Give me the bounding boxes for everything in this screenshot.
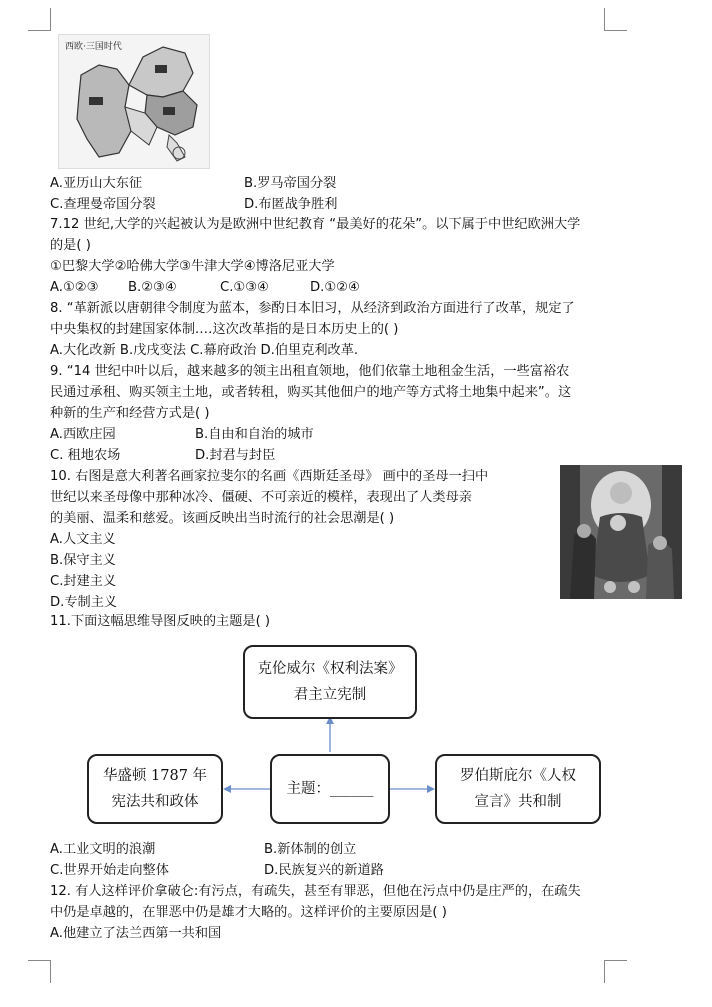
q9-stem-line1: 9. “14 世纪中叶以后，越来越多的领主出租直领地，他们依靠土地租金生活，一些富裕农 <box>50 364 570 379</box>
q7-stem-line2: 的是( ) <box>50 238 91 253</box>
q8-options: A.大化改新 B.戊戌变法 C.幕府政治 D.伯里克利改革. <box>50 343 359 358</box>
mindmap-center-box <box>270 754 390 824</box>
q6-option-c: C.查理曼帝国分裂 <box>50 197 156 212</box>
mindmap-right-box <box>435 754 601 824</box>
q9-option-b: B.自由和自治的城市 <box>195 427 314 442</box>
mindmap-left-line1: 华盛顿 1787 年 <box>102 768 208 784</box>
q11-option-d: D.民族复兴的新道路 <box>264 863 384 878</box>
q11-option-c: C.世界开始走向整体 <box>50 863 169 878</box>
q11-option-b: B.新体制的创立 <box>264 842 357 857</box>
q9-stem-line3: 种新的生产和经营方式是( ) <box>50 406 210 421</box>
q6-option-a: A.亚历山大东征 <box>50 176 143 191</box>
mindmap-top-box <box>243 645 417 719</box>
mindmap-left-line2: 宪法共和政体 <box>111 794 199 810</box>
q6-option-d: D.布匿战争胜利 <box>244 197 338 212</box>
q7-option-b: B.②③④ <box>128 280 177 295</box>
mindmap-top-line2: 君主立宪制 <box>293 687 367 703</box>
q7-items: ①巴黎大学②哈佛大学③牛津大学④博洛尼亚大学 <box>50 259 335 274</box>
q10-stem-line2: 世纪以来圣母像中那种冰冷、僵硬、不可亲近的模样，表现出了人类母亲 <box>50 490 472 505</box>
q11-option-a: A.工业文明的浪潮 <box>50 842 156 857</box>
q7-option-a: A.①②③ <box>50 280 99 295</box>
q9-option-a: A.西欧庄园 <box>50 427 116 442</box>
q7-option-d: D.①②④ <box>310 280 360 295</box>
q10-stem-line1: 10. 右图是意大利著名画家拉斐尔的名画《西斯廷圣母》 画中的圣母一扫中 <box>50 469 489 484</box>
q9-option-d: D.封君与封臣 <box>195 448 276 463</box>
q9-option-c: C. 租地农场 <box>50 448 121 463</box>
q10-option-a: A.人文主义 <box>50 532 116 547</box>
q8-stem-line2: 中央集权的封建国家体制.…这次改革指的是日本历史上的( ) <box>50 322 399 337</box>
mindmap-right-line2: 宣言》共和制 <box>474 794 562 810</box>
q7-stem-line1: 7.12 世纪,大学的兴起被认为是欧洲中世纪教育 “最美好的花朵”。以下属于中世纪欧洲大学 <box>50 217 581 232</box>
q10-option-d: D.专制主义 <box>50 595 118 610</box>
mindmap-left-box <box>87 754 223 824</box>
q10-stem-line3: 的美丽、温柔和慈爱。该画反映出当时流行的社会思潮是( ) <box>50 511 395 526</box>
mindmap-right-line1: 罗伯斯庇尔《人权 <box>460 768 576 784</box>
q8-stem-line1: 8. “革新派以唐朝律令制度为蓝本，参酌日本旧习，从经济到政治方面进行了改革，规定了 <box>50 301 575 316</box>
q7-option-c: C.①③④ <box>220 280 269 295</box>
q12-stem-line2: 中仍是卓越的，在罪恶中仍是雄才大略的。这样评价的主要原因是( ) <box>50 905 447 920</box>
q6-option-b: B.罗马帝国分裂 <box>244 176 337 191</box>
q10-option-b: B.保守主义 <box>50 553 116 568</box>
q11-stem: 11.下面这幅思维导图反映的主题是( ) <box>50 614 271 629</box>
q12-stem-line1: 12. 有人这样评价拿破仑:有污点，有疏失，甚至有罪恶，但他在污点中仍是庄严的，在疏失 <box>50 884 581 899</box>
mindmap-top-line1: 克伦威尔《权利法案》 <box>257 661 403 677</box>
mindmap-center-label: 主题：______ <box>286 781 374 797</box>
q10-option-c: C.封建主义 <box>50 574 117 589</box>
q12-option-a: A.他建立了法兰西第一共和国 <box>50 926 222 941</box>
q9-stem-line2: 民通过承租、购买领主土地，或者转租，购买其他佃户的地产等方式将土地集中起来”。这 <box>50 385 572 400</box>
map-title: 西欧·三国时代 <box>65 42 122 52</box>
